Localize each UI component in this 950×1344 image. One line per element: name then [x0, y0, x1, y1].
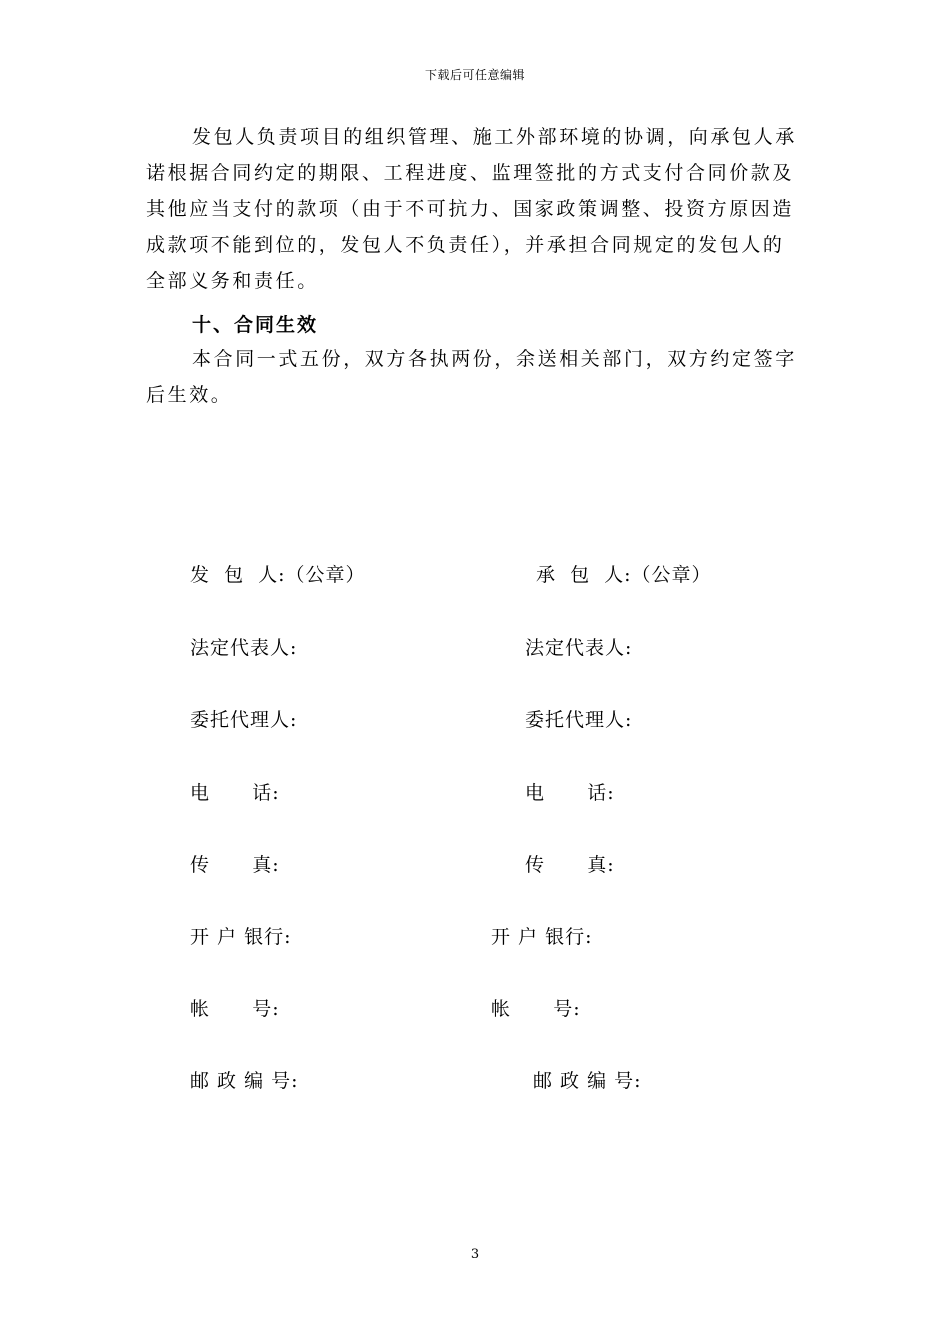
contractor-party-label: 承 包 人:（公章）	[536, 564, 712, 586]
contractor-bank-label: 开 户 银行:	[491, 926, 593, 948]
employer-account-label: 帐 号:	[190, 998, 280, 1020]
employer-party-label: 发 包 人:（公章）	[190, 564, 366, 586]
contractor-fax-label: 传 真:	[525, 854, 615, 876]
employer-postal-label: 邮 政 编 号:	[190, 1070, 299, 1092]
employer-legal-rep-label: 法定代表人:	[190, 637, 298, 659]
employer-phone-label: 电 话:	[190, 782, 280, 804]
employer-agent-label: 委托代理人:	[190, 709, 298, 731]
paragraph-contract-effect	[146, 341, 806, 413]
page-number: 3	[470, 1247, 480, 1262]
contractor-legal-rep-label: 法定代表人:	[525, 637, 633, 659]
contractor-account-label: 帐 号:	[491, 998, 581, 1020]
employer-bank-label: 开 户 银行:	[190, 926, 292, 948]
paragraph-employer-obligations	[146, 119, 806, 299]
paragraph-text: 发包人负责项目的组织管理、施工外部环境的协调，向承包人承诺根据合同约定的期限、工程进度、监理签批的方式支付合同价款及其他应当支付的款项（由于不可抗力、国家政策调整、投资方原因造成款项不能到位的，发包人不负责任），并承担合同规定的发包人的全部义务和责任。	[146, 126, 797, 292]
page-header: 下载后可任意编辑	[424, 68, 525, 82]
contractor-agent-label: 委托代理人:	[525, 709, 633, 731]
contractor-postal-label: 邮 政 编 号:	[533, 1070, 642, 1092]
paragraph-text: 本合同一式五份，双方各执两份，余送相关部门，双方约定签字后生效。	[146, 348, 797, 406]
section-title: 十、合同生效	[192, 314, 319, 336]
employer-fax-label: 传 真:	[190, 854, 280, 876]
contractor-phone-label: 电 话:	[525, 782, 615, 804]
